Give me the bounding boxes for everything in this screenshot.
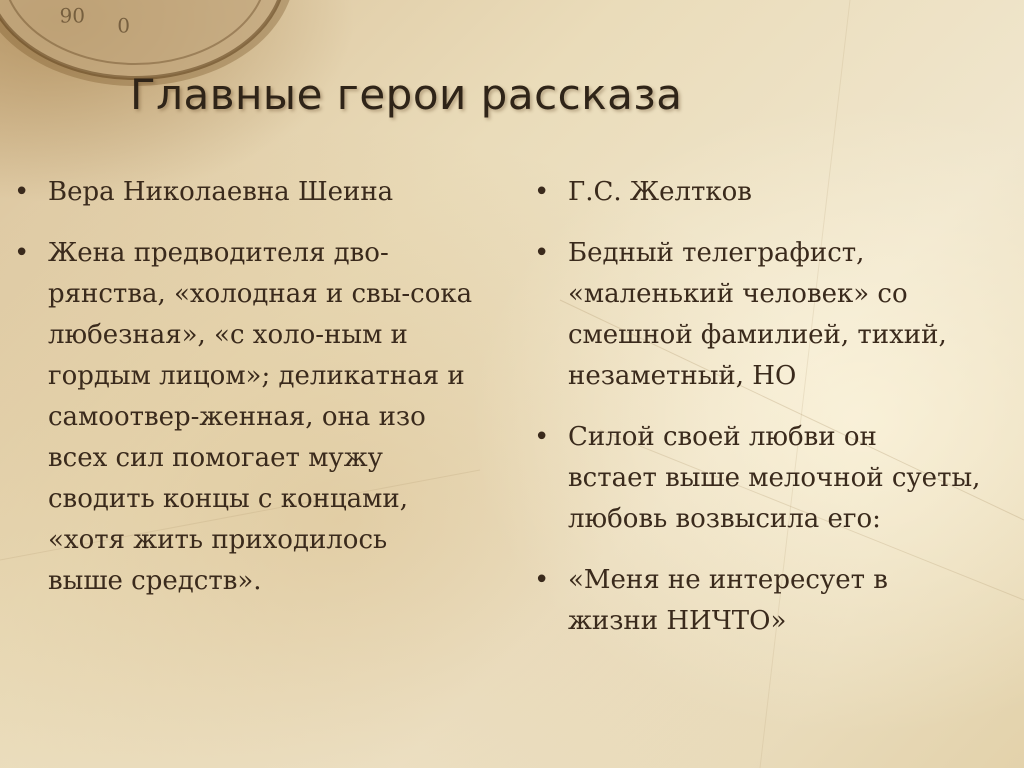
list-item-text: любовь возвысила его: (568, 504, 881, 534)
list-item-text: самоотвер-женная, она изо (48, 402, 426, 432)
list-item-text: сводить концы с концами, (48, 484, 409, 514)
list-item (14, 233, 494, 602)
list-item-text: Вера Николаевна Шеина (48, 177, 394, 207)
list-item-text: встает выше мелочной суеты, (568, 463, 981, 493)
list-item-text: Силой своей любви он (568, 422, 877, 452)
list-item-text: «Меня не интересует в (568, 565, 888, 595)
list-item-text: жизни НИЧТО» (568, 606, 787, 636)
list-item (14, 172, 494, 213)
list-item-text: «хотя жить приходилось (48, 525, 388, 555)
list-item-text: всех сил помогает мужу (48, 443, 383, 473)
bullet-icon: • (534, 422, 550, 452)
list-item-text: гордым лицом»; деликатная и (48, 361, 465, 391)
list-item (534, 172, 994, 213)
list-item-text: смешной фамилией, тихий, (568, 320, 947, 350)
list-item-text: «маленький человек» со (568, 279, 908, 309)
list-item-text: незаметный, НО (568, 361, 797, 391)
bullet-icon: • (534, 565, 550, 595)
bullet-icon: • (14, 238, 30, 268)
list-item-text: Бедный телеграфист, (568, 238, 865, 268)
bullet-icon: • (534, 238, 550, 268)
list-item-text: рянства, «холодная и свы-сока (48, 279, 473, 309)
bullet-icon: • (14, 177, 30, 207)
bullet-icon: • (534, 177, 550, 207)
slide-title: Главные герои рассказа (130, 70, 683, 119)
compass-digits: 06 (59, 3, 85, 27)
left-column-list (14, 172, 494, 622)
list-item-text: Г.С. Желтков (568, 177, 752, 207)
list-item (534, 560, 994, 642)
compass-digits: 0 (117, 13, 130, 37)
list-item (534, 233, 994, 397)
list-item (534, 417, 994, 540)
right-column-list (534, 172, 994, 662)
list-item-text: выше средств». (48, 566, 262, 596)
list-item-text: Жена предводителя дво- (48, 238, 389, 268)
list-item-text: любезная», «с холо-ным и (48, 320, 408, 350)
